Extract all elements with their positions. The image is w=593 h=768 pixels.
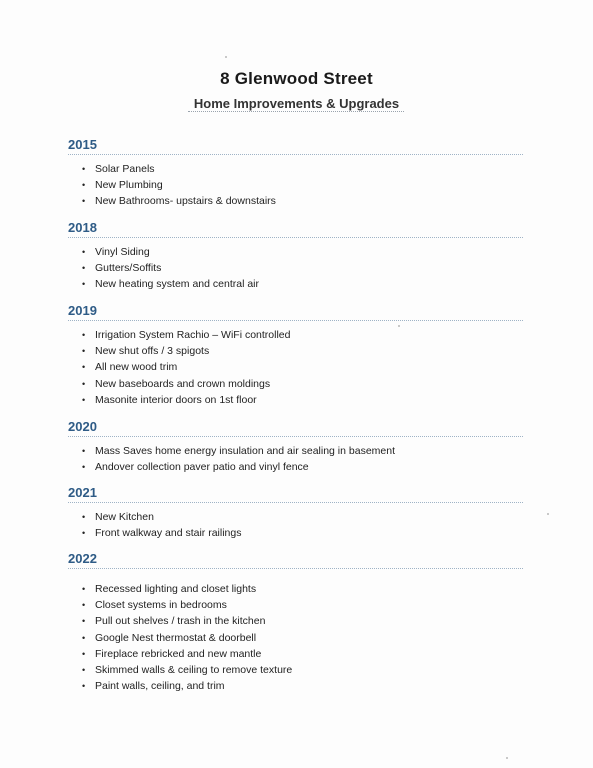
bullet-icon: •: [82, 616, 86, 627]
list-item-text: Mass Saves home energy insulation and air sealing in basement: [95, 445, 396, 457]
list-item: [68, 276, 523, 292]
list-item: [68, 597, 523, 613]
improvement-list: [68, 327, 523, 408]
list-item-text: New baseboards and crown moldings: [95, 377, 271, 390]
page-subtitle: Home Improvements & Upgrades: [193, 96, 400, 111]
list-item-text: New Kitchen: [95, 511, 154, 523]
scan-speck: [225, 56, 227, 58]
section-2022: [68, 551, 523, 694]
section-divider: [68, 154, 523, 155]
list-item-text: Fireplace rebricked and new mantle: [95, 647, 262, 660]
section-divider: [68, 502, 523, 503]
section-year: 2021: [68, 485, 97, 500]
list-item: [68, 161, 523, 177]
list-item: [68, 613, 523, 629]
section-2019: [68, 303, 523, 408]
list-item: [68, 359, 523, 375]
list-item-text: Pull out shelves / trash in the kitchen: [95, 615, 266, 628]
list-item: [68, 662, 523, 678]
list-item-text: Andover collection paver patio and vinyl fence: [95, 461, 309, 474]
scan-speck: [547, 513, 549, 515]
bullet-icon: •: [82, 180, 86, 191]
improvement-list: [68, 244, 523, 293]
list-item-text: Closet systems in bedrooms: [95, 599, 227, 612]
improvement-list: [68, 161, 523, 210]
list-item-text: Vinyl Siding: [95, 246, 150, 258]
list-item-text: All new wood trim: [95, 361, 178, 374]
list-item: [68, 177, 523, 193]
list-item: [68, 260, 523, 276]
list-item: [68, 244, 523, 260]
subtitle-divider: [188, 111, 404, 112]
list-item-text: Irrigation System Rachio – WiFi controlled: [95, 329, 291, 341]
bullet-icon: •: [82, 648, 86, 659]
improvement-list: [68, 581, 523, 694]
bullet-icon: •: [82, 394, 86, 405]
bullet-icon: •: [82, 196, 86, 207]
bullet-icon: •: [82, 446, 86, 456]
bullet-icon: •: [82, 164, 86, 174]
list-item-text: New Plumbing: [95, 179, 163, 192]
bullet-icon: •: [82, 600, 86, 611]
list-item-text: Recessed lighting and closet lights: [95, 583, 257, 595]
section-2018: [68, 220, 523, 293]
section-year: 2022: [68, 551, 97, 566]
list-item-text: Google Nest thermostat & doorbell: [95, 631, 257, 644]
bullet-icon: •: [82, 664, 86, 675]
section-2021: [68, 485, 523, 541]
list-item: [68, 443, 523, 459]
list-item: [68, 392, 523, 408]
list-item-text: Paint walls, ceiling, and trim: [95, 680, 225, 693]
bullet-icon: •: [82, 378, 86, 389]
section-divider: [68, 436, 523, 437]
section-divider: [68, 320, 523, 321]
list-item-text: Masonite interior doors on 1st floor: [95, 393, 257, 406]
list-item: [68, 646, 523, 662]
list-item: [68, 525, 523, 541]
list-item: [68, 193, 523, 209]
list-item: [68, 376, 523, 392]
list-item-text: New Bathrooms- upstairs & downstairs: [95, 195, 276, 208]
scan-speck: [398, 325, 400, 327]
bullet-icon: •: [82, 681, 86, 692]
bullet-icon: •: [82, 528, 86, 539]
page-title: 8 Glenwood Street: [220, 69, 373, 88]
list-item: [68, 581, 523, 597]
list-item: [68, 327, 523, 343]
bullet-icon: •: [82, 584, 86, 594]
list-item-text: Solar Panels: [95, 163, 155, 175]
bullet-icon: •: [82, 512, 86, 522]
list-item: [68, 459, 523, 475]
list-item-text: New heating system and central air: [95, 278, 259, 291]
list-item-text: Gutters/Soffits: [95, 262, 162, 275]
improvement-list: [68, 509, 523, 541]
section-divider: [68, 568, 523, 569]
section-2020: [68, 419, 523, 475]
bullet-icon: •: [82, 462, 86, 473]
list-item: [68, 343, 523, 359]
list-item-text: New shut offs / 3 spigots: [95, 345, 210, 358]
bullet-icon: •: [82, 346, 86, 357]
list-item-text: Front walkway and stair railings: [95, 527, 242, 540]
bullet-icon: •: [82, 263, 86, 274]
list-item: [68, 678, 523, 694]
bullet-icon: •: [82, 247, 86, 257]
section-2015: [68, 137, 523, 210]
bullet-icon: •: [82, 330, 86, 340]
bullet-icon: •: [82, 632, 86, 643]
list-item: [68, 630, 523, 646]
scan-speck: [506, 757, 508, 759]
section-year: 2015: [68, 137, 97, 152]
list-item-text: Skimmed walls & ceiling to remove texture: [95, 663, 293, 676]
improvement-list: [68, 443, 523, 475]
bullet-icon: •: [82, 362, 86, 373]
list-item: [68, 509, 523, 525]
section-year: 2020: [68, 419, 97, 434]
bullet-icon: •: [82, 279, 86, 290]
section-divider: [68, 237, 523, 238]
section-year: 2018: [68, 220, 97, 235]
section-year: 2019: [68, 303, 97, 318]
